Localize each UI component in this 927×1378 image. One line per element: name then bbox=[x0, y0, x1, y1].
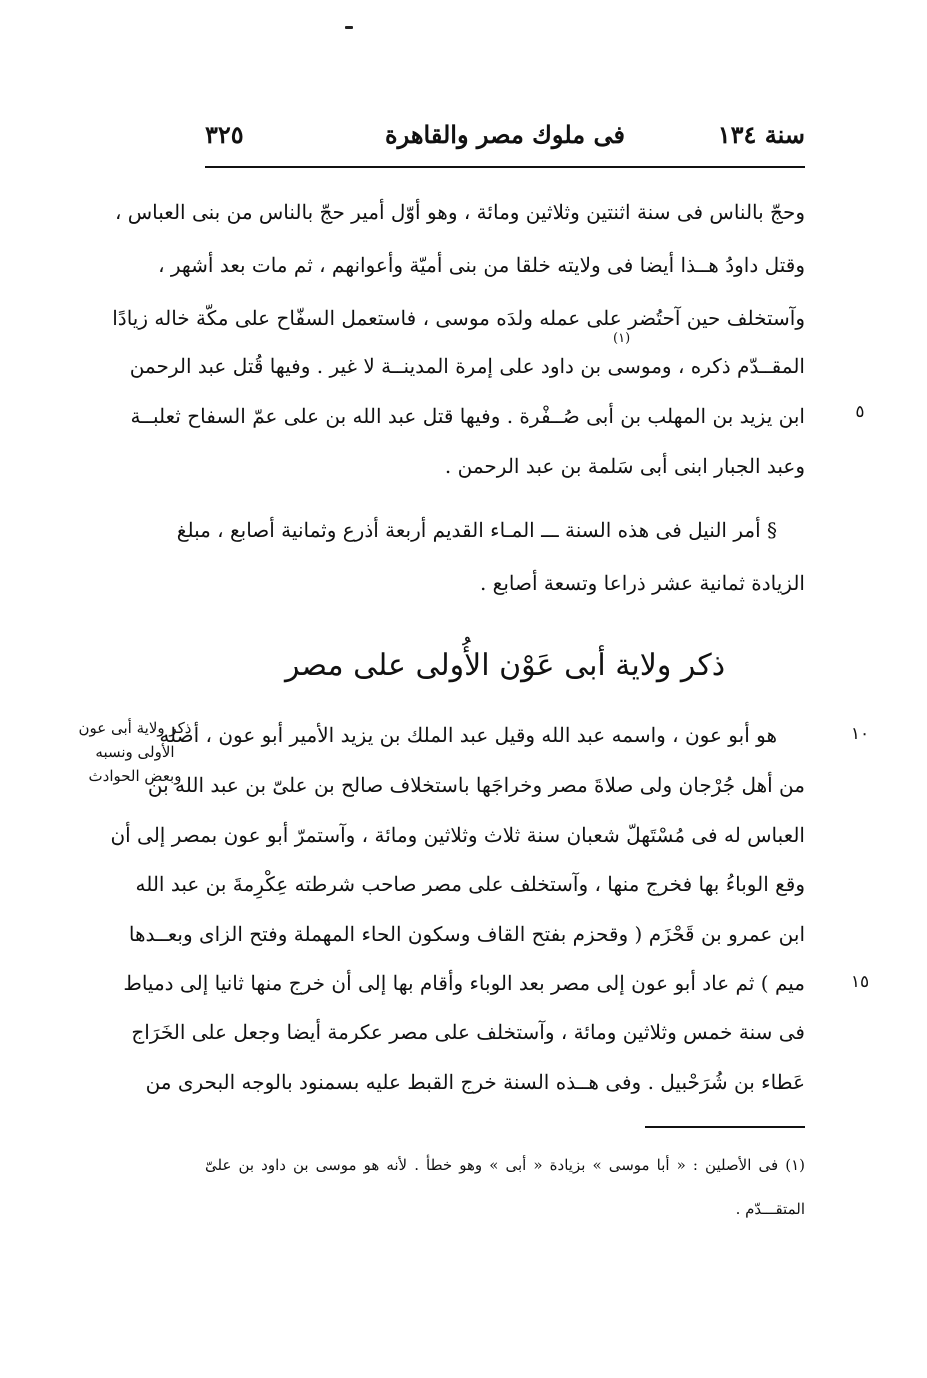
margin-note-line: وبعض الحوادث bbox=[88, 767, 182, 785]
body-line: وقتل داودُ هــذا أيضا فى ولايته خلقا من بنى أميّة وأعوانهم ، ثم مات بعد أشهر ، bbox=[158, 253, 805, 277]
nile-line: الزيادة ثمانية عشر ذراعا وتسعة أصابع . bbox=[479, 571, 805, 595]
line-number: ١٥ bbox=[850, 972, 870, 992]
footnote-marker: (١) bbox=[613, 331, 631, 346]
footnote-line: (١) فى الأصلين : « أبا موسى » بزيادة « أبى » وهو خطأ . لأنه هو موسى بن داود بن علىّ bbox=[205, 1156, 805, 1174]
section-line: عَطاء بن شُرَحْبيل . وفى هــذه السنة خرج القبط عليه بسمنود بالوجه البحرى من bbox=[145, 1070, 805, 1094]
page-number: ٣٢٥ bbox=[205, 120, 244, 149]
footnote-rule bbox=[645, 1126, 805, 1128]
body-line: وآستخلف حين آحتُضر على عمله ولدَه موسى ، فاستعمل السفّاح على مكّة خاله زيادًا bbox=[112, 306, 805, 330]
footnote-line: المتقـــدّم . bbox=[735, 1200, 805, 1218]
header-rule bbox=[205, 166, 805, 168]
line-number: ١٠ bbox=[850, 724, 870, 744]
section-line: هو أبو عون ، واسمه عبد الله وقيل عبد الملك بن يزيد الأمير أبو عون ، أصله bbox=[159, 723, 777, 747]
body-line: وعبد الجبار ابنى أبى سَلمة بن عبد الرحمن . bbox=[444, 454, 805, 478]
section-line: ابن عمرو بن قَحْزَم ( وقحزم بفتح القاف وسكون الحاء المهملة وفتح الزاى وبعــدها bbox=[128, 922, 805, 946]
line-number: ٥ bbox=[855, 402, 865, 422]
body-line: وحجّ بالناس فى سنة اثنتين وثلاثين ومائة ، وهو أوّل أمير حجّ بالناس من بنى العباس ، bbox=[114, 200, 805, 224]
body-line: المقــدّم ذكره ، وموسى بن داود على إمرة المدينــة لا غير . وفيها قُتل عبد الرحمن bbox=[129, 354, 805, 378]
body-line: ابن يزيد بن المهلب بن أبى صُــفْرة . وفيها قتل عبد الله بن على عمّ السفاح ثعلبــة bbox=[130, 404, 805, 428]
margin-note-line: الأولى ونسبه bbox=[95, 743, 175, 761]
header-year: سنة ١٣٤ bbox=[717, 120, 805, 149]
ink-dot bbox=[345, 26, 353, 29]
section-line: من أهل جُرْجان ولى صلاةَ مصر وخراجَها باستخلاف صالح بن علىّ بن عبد الله بن bbox=[147, 773, 805, 797]
section-line: ميم ) ثم عاد أبو عون إلى مصر بعد الوباء وأقام بها إلى أن خرج منها ثانيا إلى دمياط bbox=[123, 971, 805, 995]
section-line: وقع الوباءُ بها فخرج منها ، وآستخلف على مصر صاحب شرطته عِكْرِمةَ بن عبد الله bbox=[135, 872, 805, 896]
margin-note-line: ذكر ولاية أبى عون bbox=[78, 719, 192, 737]
nile-line: § أمر النيل فى هذه السنة ـــ المـاء القديم أربعة أذرع وثمانية أصابع ، مبلغ bbox=[176, 518, 777, 542]
section-heading: ذكر ولاية أبى عَوْن الأُولى على مصر bbox=[284, 648, 726, 683]
section-line: العباس له فى مُسْتَهلّ شعبان سنة ثلاث وثلاثين ومائة ، وآستمرّ أبو عون بمصر إلى أن bbox=[110, 823, 805, 847]
section-line: فى سنة خمس وثلاثين ومائة ، وآستخلف على مصر عكرمة أيضا وجعل على الخَرَاج bbox=[131, 1020, 805, 1044]
header-title: فى ملوك مصر والقاهرة bbox=[385, 120, 625, 149]
running-header bbox=[205, 120, 805, 160]
